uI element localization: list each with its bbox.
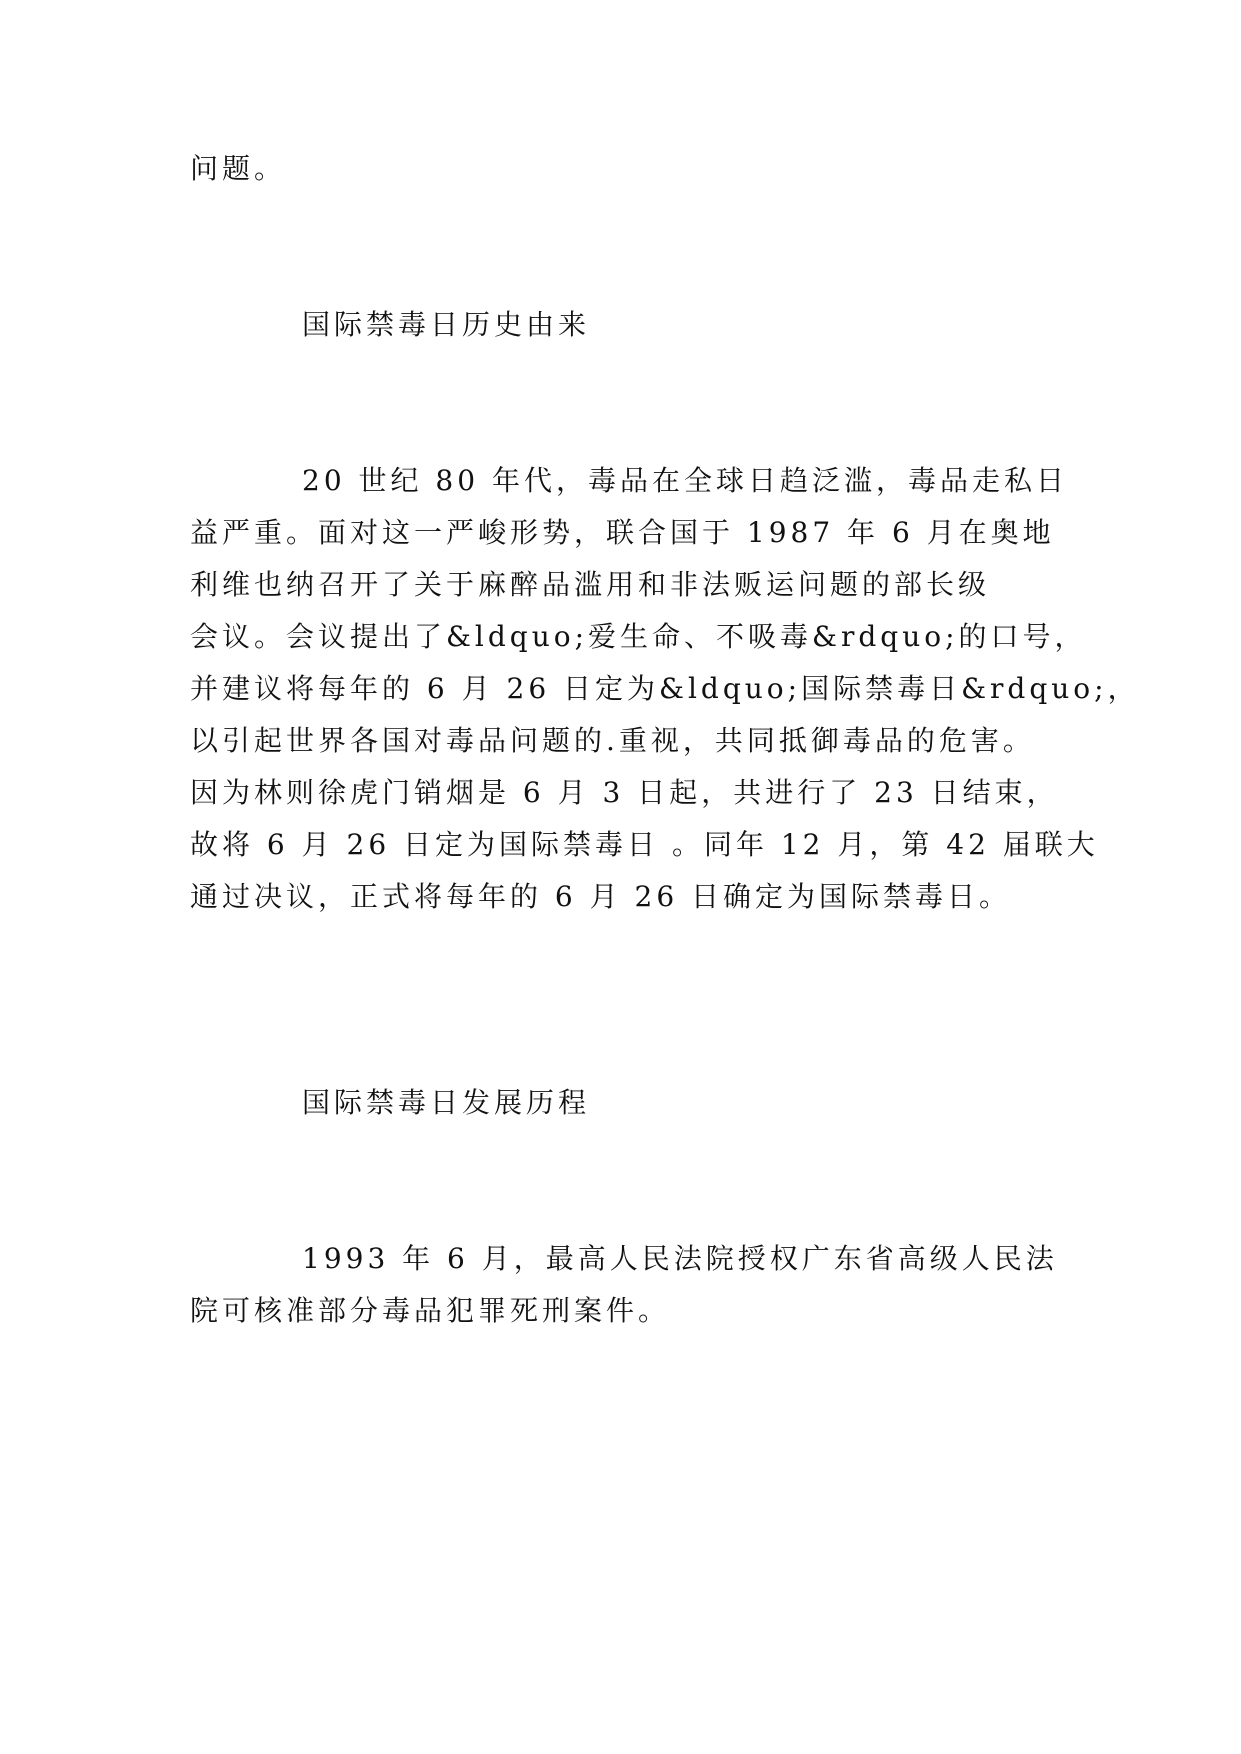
- paragraph-line: 会议。会议提出了&ldquo;爱生命、不吸毒&rdquo;的口号，: [190, 620, 1087, 653]
- paragraph-line: 院可核准部分毒品犯罪死刑案件。: [190, 1294, 671, 1327]
- paragraph-line: 1993 年 6 月，最高人民法院授权广东省高级人民法: [302, 1242, 1058, 1275]
- paragraph-line: 20 世纪 80 年代，毒品在全球日趋泛滥，毒品走私日: [302, 464, 1068, 497]
- paragraph-line: 并建议将每年的 6 月 26 日定为&ldquo;国际禁毒日&rdquo;，: [190, 672, 1140, 705]
- section-heading-history: 国际禁毒日历史由来: [302, 308, 591, 341]
- paragraph-line: 利维也纳召开了关于麻醉品滥用和非法贩运问题的部长级: [190, 568, 991, 601]
- paragraph-line: 因为林则徐虎门销烟是 6 月 3 日起，共进行了 23 日结束，: [190, 776, 1059, 809]
- continuation-text: 问题。: [190, 152, 287, 185]
- paragraph-line: 益严重。面对这一严峻形势，联合国于 1987 年 6 月在奥地: [190, 516, 1055, 549]
- section-heading-development: 国际禁毒日发展历程: [302, 1086, 591, 1119]
- paragraph-line: 故将 6 月 26 日定为国际禁毒日 。同年 12 月，第 42 届联大: [190, 828, 1099, 861]
- paragraph-line: 通过决议，正式将每年的 6 月 26 日确定为国际禁毒日。: [190, 880, 1012, 913]
- paragraph-line: 以引起世界各国对毒品问题的.重视，共同抵御毒品的危害。: [190, 724, 1035, 757]
